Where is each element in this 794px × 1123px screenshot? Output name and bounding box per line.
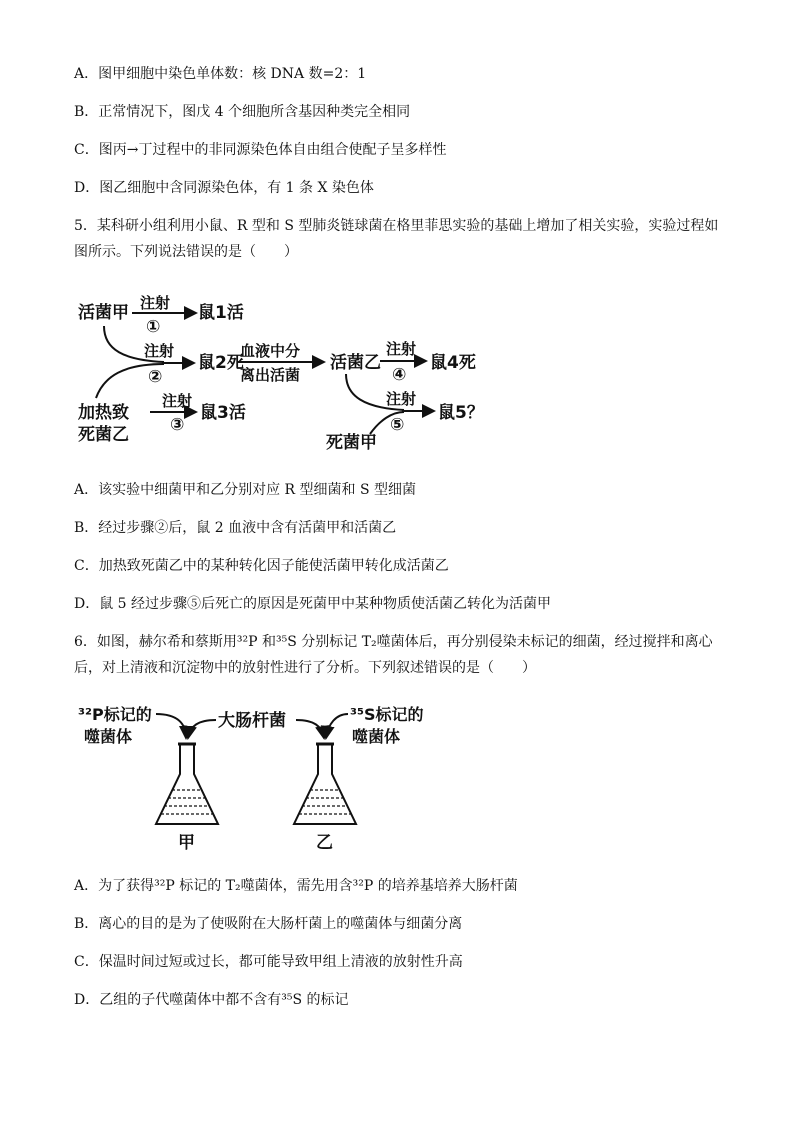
- dead-bacteria-a-label: 死菌甲: [326, 433, 377, 453]
- q6-phage-flask-diagram: [74, 702, 454, 854]
- inject-label-5: 注射: [386, 390, 417, 408]
- mouse-3-label: 鼠3活: [200, 403, 246, 423]
- arrow-ecoli-right: [296, 720, 324, 738]
- q5-option-d: D．鼠 5 经过步骤⑤后死亡的原因是死菌甲中某种物质使活菌乙转化为活菌甲: [74, 596, 552, 612]
- q4-option-a: A．图甲细胞中染色单体数：核 DNA 数=2：1: [74, 66, 367, 82]
- flask-a-label: 甲: [178, 833, 195, 853]
- arrow-p32: [156, 714, 186, 738]
- q5-stem-line2: 图所示。下列说法错误的是（ ）: [74, 244, 298, 260]
- live-bacteria-a-label: 活菌甲: [78, 303, 129, 323]
- q4-option-d: D．图乙细胞中含同源染色体，有 1 条 X 染色体: [74, 180, 374, 196]
- flask-b: [294, 744, 356, 824]
- ecoli-label: 大肠杆菌: [218, 711, 286, 731]
- inject-label-3: 注射: [162, 392, 193, 410]
- step-3-label: ③: [170, 415, 185, 435]
- q6-option-b: B．离心的目的是为了使吸附在大肠杆菌上的噬菌体与细菌分离: [74, 916, 463, 932]
- s35-label-line1: ³⁵S标记的: [350, 705, 424, 724]
- q4-option-c: C．图丙→丁过程中的非同源染色体自由组合使配子呈多样性: [74, 142, 447, 158]
- q6-option-a: A．为了获得³²P 标记的 T₂噬菌体，需先用含³²P 的培养基培养大肠杆菌: [74, 878, 518, 894]
- mouse-2-label: 鼠2死: [198, 353, 244, 373]
- blood-isolation-line2: 离出活菌: [240, 366, 301, 384]
- q5-stem-line1: 5．某科研小组利用小鼠、R 型和 S 型肺炎链球菌在格里菲思实验的基础上增加了相关实验，实验过程如: [74, 218, 719, 234]
- q4-option-b: B．正常情况下，图戊 4 个细胞所含基因种类完全相同: [74, 104, 411, 120]
- heat-killed-b-line1: 加热致: [78, 403, 129, 423]
- live-bacteria-b-label: 活菌乙: [330, 353, 381, 373]
- q5-option-b: B．经过步骤②后，鼠 2 血液中含有活菌甲和活菌乙: [74, 520, 397, 536]
- arrow-s35: [326, 714, 348, 738]
- s35-label-line2: 噬菌体: [352, 727, 401, 746]
- q5-option-a: A．该实验中细菌甲和乙分别对应 R 型细菌和 S 型细菌: [74, 482, 417, 498]
- blood-isolation-line1: 血液中分: [240, 342, 301, 360]
- q5-option-c: C．加热致死菌乙中的某种转化因子能使活菌甲转化成活菌乙: [74, 558, 449, 574]
- heat-killed-b-line2: 死菌乙: [78, 425, 129, 445]
- p32-label-line1: ³²P标记的: [78, 705, 152, 724]
- mouse-1-label: 鼠1活: [198, 303, 244, 323]
- mouse-5-label: 鼠5？: [438, 403, 484, 423]
- q6-option-c: C．保温时间过短或过长，都可能导致甲组上清液的放射性升高: [74, 954, 463, 970]
- step-2-label: ②: [148, 367, 163, 387]
- step-5-label: ⑤: [390, 415, 405, 435]
- q6-option-d: D．乙组的子代噬菌体中都不含有³⁵S 的标记: [74, 992, 349, 1008]
- step-1-label: ①: [146, 317, 161, 337]
- p32-label-line2: 噬菌体: [84, 727, 133, 746]
- q6-stem-line2: 后，对上清液和沉淀物中的放射性进行了分析。下列叙述错误的是（ ）: [74, 660, 536, 676]
- mouse-4-label: 鼠4死: [430, 353, 476, 373]
- flask-a: [156, 744, 218, 824]
- inject-label-1: 注射: [140, 294, 171, 312]
- flask-b-label: 乙: [316, 833, 333, 853]
- inject-label-4: 注射: [386, 340, 417, 358]
- q5-transformation-diagram: [74, 288, 484, 456]
- step-4-label: ④: [392, 365, 407, 385]
- arrow-ecoli-left: [188, 720, 216, 738]
- q6-stem-line1: 6．如图，赫尔希和蔡斯用³²P 和³⁵S 分别标记 T₂噬菌体后，再分别侵染未标记的细菌，经过搅拌和离心: [74, 634, 713, 650]
- inject-label-2: 注射: [144, 342, 175, 360]
